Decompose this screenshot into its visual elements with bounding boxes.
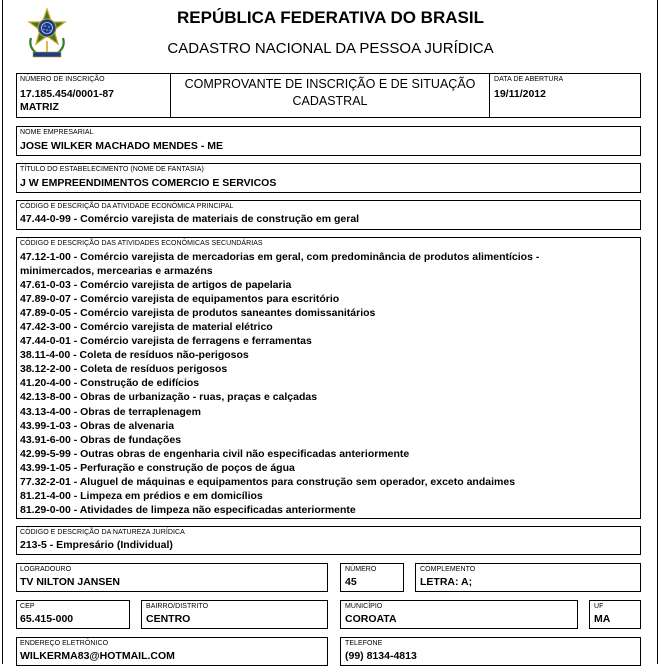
natureza-juridica-value: 213-5 - Empresário (Individual): [20, 539, 173, 551]
numero-label: NÚMERO: [345, 566, 377, 573]
atividade-principal-label: CÓDIGO E DESCRIÇÃO DA ATIVIDADE ECONÔMICA PRINCIPAL: [20, 203, 234, 210]
list-item: 81.29-0-00 - Atividades de limpeza não especificadas anteriormente: [20, 503, 356, 516]
nome-empresarial-box: [16, 126, 641, 156]
nome-empresarial-label: NOME EMPRESARIAL: [20, 129, 94, 136]
list-item: minimercados, mercearias e armazéns: [20, 265, 213, 278]
list-item: 47.42-3-00 - Comércio varejista de material elétrico: [20, 321, 273, 334]
list-item: 47.12-1-00 - Comércio varejista de mercadorias em geral, com predominância de produtos alimentícios -: [20, 251, 540, 263]
page-subtitle: CADASTRO NACIONAL DA PESSOA JURÍDICA: [167, 40, 494, 57]
list-item: 47.61-0-03 - Comércio varejista de artigos de papelaria: [20, 279, 292, 292]
bairro-value: CENTRO: [146, 613, 191, 625]
complemento-label: COMPLEMENTO: [420, 566, 476, 573]
complemento-box: [415, 563, 641, 592]
email-box: [16, 637, 328, 666]
atividade-principal-value: 47.44-0-99 - Comércio varejista de materiais de construção em geral: [20, 213, 360, 225]
comprovante-title: [171, 76, 489, 110]
telefone-label: TELEFONE: [345, 640, 383, 647]
municipio-label: MUNICÍPIO: [345, 603, 383, 610]
bairro-box: [141, 600, 328, 629]
uf-label: UF: [594, 603, 604, 610]
uf-box: [589, 600, 641, 629]
list-item: 42.13-8-00 - Obras de urbanização - ruas, praças e calçadas: [20, 391, 318, 404]
page-title: REPÚBLICA FEDERATIVA DO BRASIL: [177, 8, 484, 27]
nome-empresarial-value: JOSE WILKER MACHADO MENDES - ME: [20, 140, 224, 152]
page-border-right: [657, 0, 658, 664]
list-item: 38.11-4-00 - Coleta de resíduos não-perigosos: [20, 349, 249, 362]
complemento-value: LETRA: A;: [420, 576, 473, 588]
list-item: 77.32-2-01 - Aluguel de máquinas e equipamentos para construção sem operador, exceto andaimes: [20, 475, 516, 488]
atividades-secundarias-list: [20, 250, 634, 517]
natureza-juridica-box: [16, 526, 641, 555]
logradouro-label: LOGRADOURO: [20, 566, 72, 573]
cep-box: [16, 600, 130, 629]
comprovante-box: [170, 73, 490, 118]
municipio-value: COROATA: [345, 613, 397, 625]
atividade-principal-box: [16, 200, 641, 230]
list-item: 43.13-4-00 - Obras de terraplenagem: [20, 405, 201, 418]
abertura-box: [489, 73, 641, 118]
inscricao-number: 17.185.454/0001-87: [20, 88, 115, 100]
telefone-box: [340, 637, 641, 666]
list-item: 43.91-6-00 - Obras de fundações: [20, 433, 182, 446]
numero-value: 45: [345, 576, 357, 588]
uf-value: MA: [594, 613, 611, 625]
list-item: 47.89-0-07 - Comércio varejista de equipamentos para escritório: [20, 293, 340, 306]
logradouro-value: TV NILTON JANSEN: [20, 576, 120, 588]
cep-value: 65.415-000: [20, 613, 74, 625]
atividades-secundarias-box: [16, 237, 641, 519]
abertura-date: 19/11/2012: [494, 88, 546, 100]
inscricao-label: NÚMERO DE INSCRIÇÃO: [20, 76, 105, 83]
numero-box: [340, 563, 404, 592]
inscricao-box: [16, 73, 171, 118]
abertura-label: DATA DE ABERTURA: [494, 76, 564, 83]
municipio-box: [340, 600, 578, 629]
comprovante-title-line1: COMPROVANTE DE INSCRIÇÃO E DE SITUAÇÃO: [184, 77, 476, 91]
page-border-left: [2, 0, 3, 664]
list-item: 81.21-4-00 - Limpeza em prédios e em domicílios: [20, 489, 263, 502]
natureza-juridica-label: CÓDIGO E DESCRIÇÃO DA NATUREZA JURÍDICA: [20, 529, 185, 536]
bairro-label: BAIRRO/DISTRITO: [146, 603, 209, 610]
list-item: 42.99-5-99 - Outras obras de engenharia civil não especificadas anteriormente: [20, 447, 410, 460]
list-item: 41.20-4-00 - Construção de edifícios: [20, 377, 200, 390]
list-item: 38.12-2-00 - Coleta de resíduos perigosos: [20, 363, 228, 376]
list-item: 47.89-0-05 - Comércio varejista de produtos saneantes domissanitários: [20, 307, 376, 320]
fantasia-label: TÍTULO DO ESTABELECIMENTO (NOME DE FANTASIA): [20, 166, 204, 173]
list-item: 47.44-0-01 - Comércio varejista de ferragens e ferramentas: [20, 335, 312, 348]
atividades-secundarias-label: CÓDIGO E DESCRIÇÃO DAS ATIVIDADES ECONÔMICAS SECUNDÁRIAS: [20, 240, 263, 247]
telefone-value: (99) 8134-4813: [345, 650, 417, 662]
email-value: WILKERMA83@HOTMAIL.COM: [20, 650, 175, 662]
comprovante-title-line2: CADASTRAL: [292, 94, 368, 108]
logradouro-box: [16, 563, 328, 592]
cep-label: CEP: [20, 603, 35, 610]
fantasia-value: J W EMPREENDIMENTOS COMERCIO E SERVICOS: [20, 177, 277, 189]
email-label: ENDEREÇO ELETRÔNICO: [20, 640, 109, 647]
list-item: 43.99-1-05 - Perfuração e construção de poços de água: [20, 461, 295, 474]
fantasia-box: [16, 163, 641, 193]
list-item: 43.99-1-03 - Obras de alvenaria: [20, 419, 175, 432]
inscricao-type: MATRIZ: [20, 101, 59, 113]
